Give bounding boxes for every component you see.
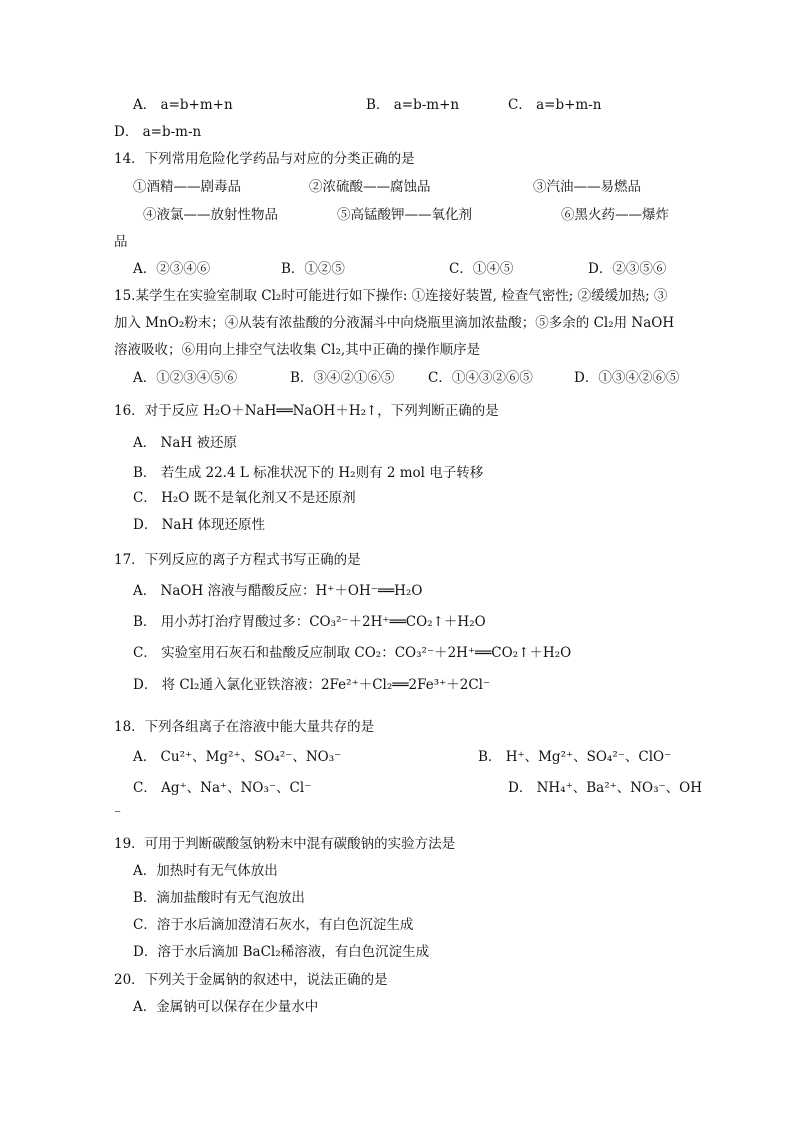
question-stem: 17．下列反应的离子方程式书写正确的是	[114, 552, 361, 568]
option-text: A． NaOH 溶液与醋酸反应：H⁺＋OH⁻══H₂O	[133, 583, 423, 599]
option-text: C． a=b+m-n	[508, 97, 602, 113]
option-text: B．滴加盐酸时有无气泡放出	[133, 890, 305, 906]
question-stem: 19．可用于判断碳酸氢钠粉末中混有碳酸钠的实验方法是	[114, 836, 456, 852]
option-text: A．加热时有无气体放出	[133, 863, 278, 879]
statement-item: ④液氯——放射性物品	[143, 207, 278, 223]
question-stem: 20．下列关于金属钠的叙述中，说法正确的是	[114, 972, 388, 988]
statement-item: ③汽油——易燃品	[533, 179, 641, 195]
option-text: C．①④⑤	[449, 261, 514, 277]
option-text-wrap: ⁻	[114, 806, 122, 822]
option-text: A． Cu²⁺、Mg²⁺、SO₄²⁻、NO₃⁻	[133, 749, 342, 765]
statement-item: 品	[114, 234, 128, 250]
option-text: D． NaH 体现还原性	[133, 517, 266, 533]
question-stem: 溶液吸收；⑥用向上排空气法收集 Cl₂,其中正确的操作顺序是	[114, 342, 481, 358]
option-text: A． a=b+m+n	[133, 97, 233, 113]
option-text: D． a=b-m-n	[114, 124, 202, 140]
option-text: C． Ag⁺、Na⁺、NO₃⁻、Cl⁻	[133, 780, 312, 796]
option-text: D． 将 Cl₂通入氯化亚铁溶液：2Fe²⁺＋Cl₂══2Fe³⁺＋2Cl⁻	[133, 677, 491, 693]
question-stem: 16．对于反应 H₂O＋NaH══NaOH＋H₂↑，下列判断正确的是	[114, 403, 499, 419]
option-text: C． H₂O 既不是氧化剂又不是还原剂	[133, 490, 356, 506]
option-text: C． 实验室用石灰石和盐酸反应制取 CO₂：CO₃²⁻＋2H⁺══CO₂↑＋H₂O	[133, 645, 572, 661]
option-text: B． 若生成 22.4 L 标准状况下的 H₂则有 2 mol 电子转移	[133, 465, 484, 481]
question-stem: 加入 MnO₂粉末；④从装有浓盐酸的分液漏斗中向烧瓶里滴加浓盐酸；⑤多余的 Cl₂用 NaOH	[114, 315, 675, 331]
option-text: D．①③④②⑥⑤	[574, 370, 680, 386]
question-stem: 18．下列各组离子在溶液中能大量共存的是	[114, 719, 375, 735]
option-text: C．溶于水后滴加澄清石灰水，有白色沉淀生成	[133, 917, 414, 933]
statement-item: ①酒精——剧毒品	[133, 179, 241, 195]
option-text: B． 用小苏打治疗胃酸过多：CO₃²⁻＋2H⁺══CO₂↑＋H₂O	[133, 614, 486, 630]
option-text: A． NaH 被还原	[133, 435, 237, 451]
statement-item: ⑥黑火药——爆炸	[561, 207, 669, 223]
question-stem: 15.某学生在实验室制取 Cl₂时可能进行如下操作: ①连接好装置, 检查气密性; ②缓缓加热; ③	[114, 288, 668, 304]
statement-item: ⑤高锰酸钾——氧化剂	[337, 207, 472, 223]
option-text: C．①④③②⑥⑤	[428, 370, 533, 386]
option-text: B． H⁺、Mg²⁺、SO₄²⁻、ClO⁻	[478, 749, 672, 765]
option-text: A．①②③④⑤⑥	[133, 370, 238, 386]
option-text: B．③④②①⑥⑤	[290, 370, 395, 386]
option-text: D． NH₄⁺、Ba²⁺、NO₃⁻、OH	[508, 780, 703, 796]
option-text: D．②③⑤⑥	[588, 261, 667, 277]
option-text: A．金属钠可以保存在少量水中	[133, 999, 319, 1015]
question-stem: 14．下列常用危险化学药品与对应的分类正确的是	[114, 151, 415, 167]
option-text: A．②③④⑥	[133, 261, 211, 277]
option-text: D．溶于水后滴加 BaCl₂稀溶液，有白色沉淀生成	[133, 944, 430, 960]
option-text: B． a=b-m+n	[366, 97, 460, 113]
statement-item: ②浓硫酸——腐蚀品	[309, 179, 431, 195]
option-text: B．①②⑤	[281, 261, 345, 277]
